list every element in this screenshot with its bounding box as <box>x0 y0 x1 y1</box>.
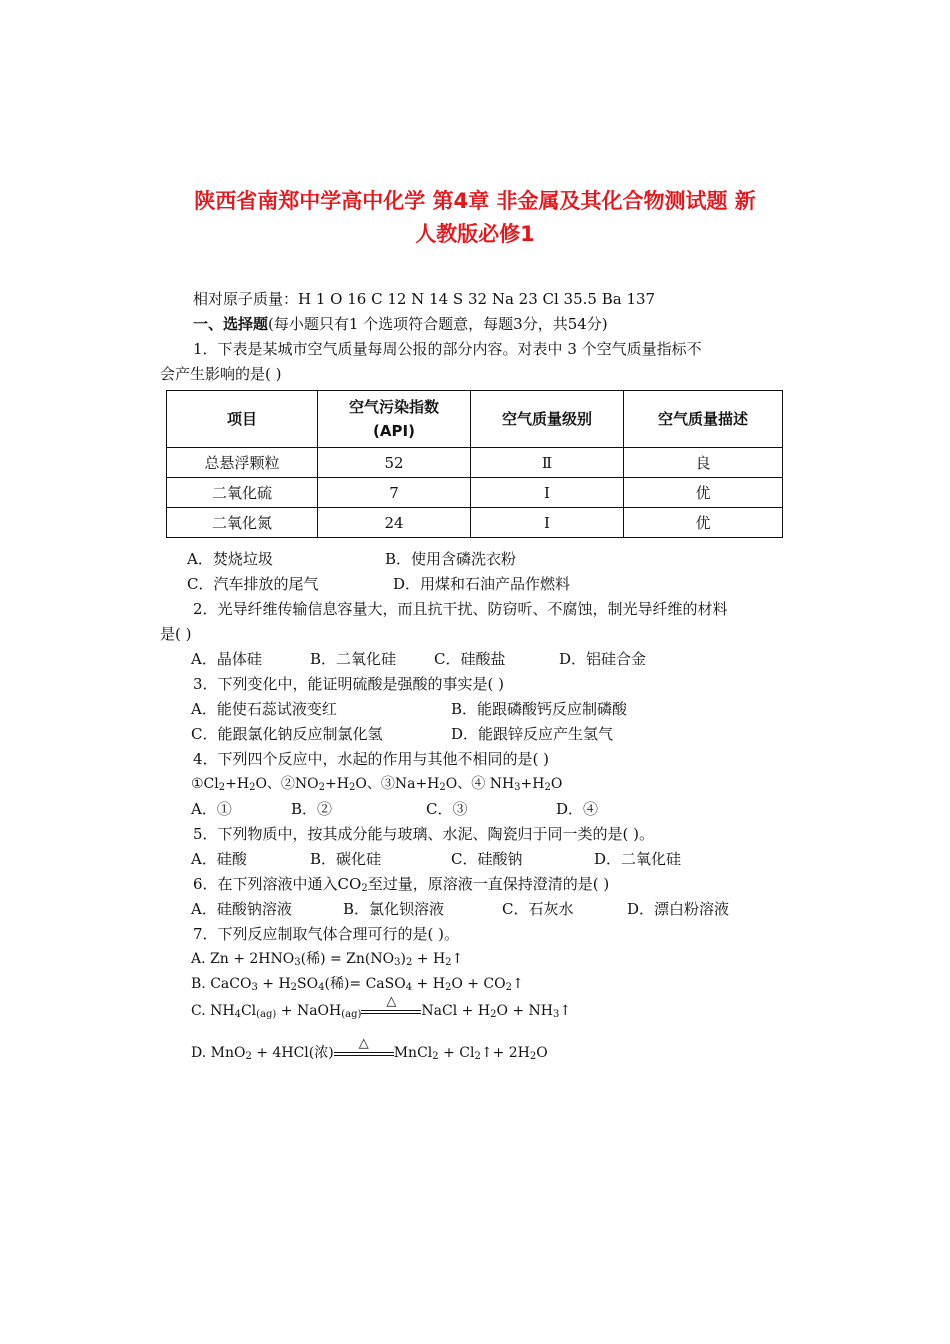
subscript: 2 <box>432 1051 439 1062</box>
q2-option-a: A．晶体硅 <box>191 650 262 668</box>
formula-text: ↑ <box>512 976 524 992</box>
header-item: 项目 <box>167 391 318 448</box>
table-cell: 良 <box>624 448 783 478</box>
table-header-row <box>167 391 783 448</box>
formula-text: (稀)= CaSO <box>324 976 406 992</box>
q4-reaction-text: +H <box>520 776 545 792</box>
table-cell: 优 <box>624 508 783 538</box>
q7-option-a <box>191 949 463 969</box>
subscript: (ag) <box>341 1009 362 1020</box>
subscript: 2 <box>290 982 298 993</box>
section-title: 一、选择题 <box>193 315 269 333</box>
heat-triangle-icon: △ <box>386 994 397 1009</box>
q4-reaction-text: O、④ NH <box>445 776 515 792</box>
q2-option-c: C．硅酸盐 <box>434 650 506 668</box>
formula-text: Cl <box>240 1003 257 1019</box>
formula-text: ) <box>400 951 406 967</box>
heat-condition-arrow <box>361 994 421 1018</box>
subscript: 2 <box>505 982 512 993</box>
formula-text: ↑ <box>451 951 464 967</box>
subscript: 2 <box>490 1009 497 1020</box>
subscript: (ag) <box>256 1009 277 1020</box>
q6-option-c: C．石灰水 <box>502 900 574 918</box>
q4-option-b: B．② <box>291 800 333 818</box>
q7-option-d <box>191 1036 548 1063</box>
table-cell: 52 <box>318 448 471 478</box>
q5-option-c: C．硅酸钠 <box>451 850 523 868</box>
subscript: 2 <box>474 1051 481 1062</box>
atomic-mass-line: 相对原子质量：H 1 O 16 C 12 N 14 S 32 Na 23 Cl 35.5 Ba 137 <box>193 290 656 308</box>
q6-text: 6．在下列溶液中通入CO <box>193 875 362 893</box>
formula-text: ↑+ 2H <box>480 1045 530 1061</box>
q4-option-a: A．① <box>191 800 232 818</box>
q5-option-b: B．碳化硅 <box>310 850 382 868</box>
formula-text: C. NH <box>191 1003 235 1019</box>
table-cell: 二氧化硫 <box>167 478 318 508</box>
title-line-2: 人教版必修1 <box>415 222 535 246</box>
table-cell: Ⅰ <box>471 478 624 508</box>
subscript: 2 <box>439 782 446 793</box>
q7-stem: 7．下列反应制取气体合理可行的是( )。 <box>193 925 460 943</box>
q1-option-d: D．用煤和石油产品作燃料 <box>393 575 571 593</box>
q4-reaction-text: +H <box>325 776 349 792</box>
header-level: 空气质量级别 <box>471 391 624 448</box>
table-cell: 优 <box>624 478 783 508</box>
subscript: 2 <box>444 982 452 993</box>
formula-text: + Cl <box>438 1045 475 1061</box>
q3-option-d: D．能跟锌反应产生氢气 <box>451 725 614 743</box>
formula-text: D. MnO <box>191 1045 246 1061</box>
formula-text: ↑ <box>559 1003 572 1019</box>
air-quality-table <box>166 390 783 538</box>
formula-text: MnCl <box>393 1045 433 1061</box>
formula-text: + NaOH <box>276 1003 342 1019</box>
header-api-line2: (API) <box>373 422 415 440</box>
q1-option-a: A．焚烧垃圾 <box>187 550 273 568</box>
subscript: 2 <box>361 883 368 894</box>
subscript: 2 <box>245 1051 252 1062</box>
q4-reactions <box>191 774 562 794</box>
table-cell: 总悬浮颗粒 <box>167 448 318 478</box>
equals-bar <box>361 1010 421 1014</box>
formula-text: O <box>536 1045 548 1061</box>
subscript: 2 <box>249 782 256 793</box>
q2-option-b: B．二氧化硅 <box>310 650 397 668</box>
formula-text: NaCl + H <box>421 1003 491 1019</box>
q4-reaction-text: O、③Na+H <box>355 776 440 792</box>
q5-option-a: A．硅酸 <box>191 850 247 868</box>
q1-option-c: C．汽车排放的尾气 <box>187 575 319 593</box>
subscript: 2 <box>405 957 413 968</box>
subscript: 2 <box>318 782 326 793</box>
formula-text: B. CaCO <box>191 976 252 992</box>
q4-stem: 4．下列四个反应中，水起的作用与其他不相同的是( ) <box>193 750 550 768</box>
q2-line-2: 是( ) <box>160 625 192 643</box>
heat-condition-arrow <box>334 1036 394 1060</box>
formula-text: (稀) = Zn(NO <box>300 951 395 967</box>
subscript: 3 <box>394 957 401 968</box>
subscript: 4 <box>234 1009 241 1020</box>
subscript: 2 <box>218 782 226 793</box>
table-cell: 24 <box>318 508 471 538</box>
q4-reaction-text: ①Cl <box>191 776 219 792</box>
table-cell: 7 <box>318 478 471 508</box>
subscript: 3 <box>251 982 258 993</box>
subscript: 4 <box>318 982 325 993</box>
document-title <box>150 185 800 251</box>
q3-option-c: C．能跟氯化钠反应制氯化氢 <box>191 725 383 743</box>
subscript: 2 <box>349 782 356 793</box>
q4-reaction-text: O、②NO <box>255 776 319 792</box>
q2-option-d: D．铝硅合金 <box>559 650 647 668</box>
header-api-line1: 空气污染指数 <box>348 398 439 416</box>
header-description: 空气质量描述 <box>624 391 783 448</box>
q1-option-b: B．使用含磷洗衣粉 <box>385 550 517 568</box>
table-cell: 二氧化氮 <box>167 508 318 538</box>
table-row <box>167 448 783 478</box>
formula-text: A. Zn + 2HNO <box>191 951 295 967</box>
subscript: 2 <box>544 782 551 793</box>
q6-option-b: B．氯化钡溶液 <box>343 900 445 918</box>
q1-line-1: 1．下表是某城市空气质量每周公报的部分内容。对表中 3 个空气质量指标不 <box>193 340 702 358</box>
q5-option-d: D．二氧化硅 <box>594 850 682 868</box>
subscript: 3 <box>514 782 521 793</box>
header-api <box>318 391 471 448</box>
subscript: 4 <box>405 982 413 993</box>
q1-line-2: 会产生影响的是( ) <box>160 365 282 383</box>
q3-stem: 3．下列变化中，能证明硫酸是强酸的事实是( ) <box>193 675 505 693</box>
table-cell: Ⅱ <box>471 448 624 478</box>
q3-option-a: A．能使石蕊试液变红 <box>191 700 337 718</box>
equals-bar <box>334 1052 394 1056</box>
formula-text: + H <box>412 951 446 967</box>
q7-option-b <box>191 974 524 994</box>
subscript: 3 <box>553 1009 560 1020</box>
subscript: 3 <box>294 957 301 968</box>
formula-text: + 4HCl(浓) <box>251 1045 334 1061</box>
subscript: 2 <box>445 957 452 968</box>
formula-text: + H <box>412 976 445 992</box>
q6-option-a: A．硅酸钠溶液 <box>191 900 292 918</box>
table-row <box>167 478 783 508</box>
formula-text: O + CO <box>451 976 506 992</box>
formula-text: O + NH <box>496 1003 554 1019</box>
q6-stem <box>193 874 609 894</box>
formula-text: + H <box>257 976 291 992</box>
q3-option-b: B．能跟磷酸钙反应制磷酸 <box>451 700 628 718</box>
q7-option-c <box>191 994 572 1021</box>
q6-text: 至过量，原溶液一直保持澄清的是( ) <box>367 875 610 893</box>
section-instructions: (每小题只有1 个选项符合题意，每题3分，共54分) <box>268 315 608 333</box>
title-line-1: 陕西省南郑中学高中化学 第4章 非金属及其化合物测试题 新 <box>194 189 756 213</box>
section-heading <box>193 314 608 334</box>
heat-triangle-icon: △ <box>358 1036 369 1051</box>
table-row <box>167 508 783 538</box>
q4-option-c: C．③ <box>426 800 468 818</box>
q6-option-d: D．漂白粉溶液 <box>627 900 730 918</box>
subscript: 2 <box>529 1051 537 1062</box>
q4-reaction-text: O <box>550 776 563 792</box>
q4-option-d: D．④ <box>556 800 599 818</box>
q2-line-1: 2．光导纤维传输信息容量大，而且抗干扰、防窃听、不腐蚀，制光导纤维的材料 <box>193 600 728 618</box>
formula-text: SO <box>297 976 319 992</box>
q5-stem: 5．下列物质中，按其成分能与玻璃、水泥、陶瓷归于同一类的是( )。 <box>193 825 655 843</box>
table-cell: Ⅰ <box>471 508 624 538</box>
q4-reaction-text: +H <box>225 776 250 792</box>
